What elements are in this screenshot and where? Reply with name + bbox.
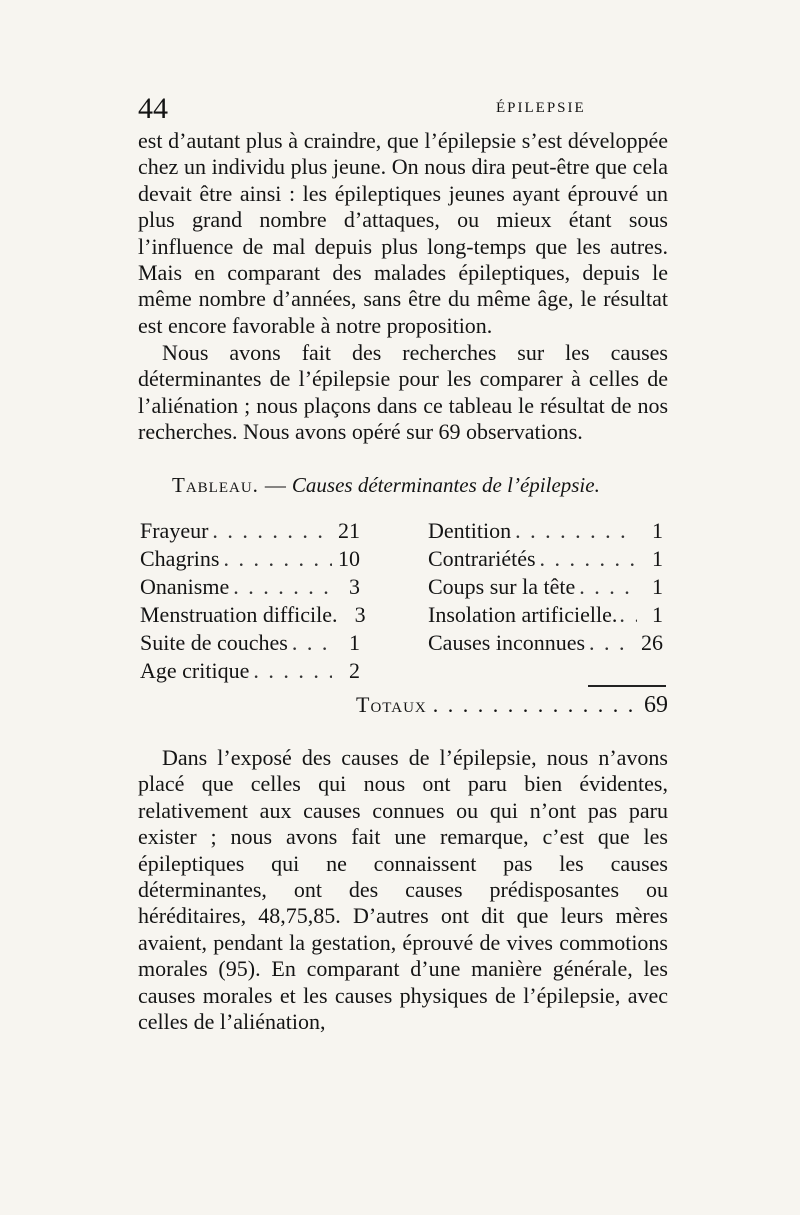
cause-label: Insolation artificielle. [428, 602, 618, 627]
table-row [140, 657, 360, 685]
table-row [428, 545, 663, 573]
table-row [428, 573, 663, 601]
dot-leader [515, 517, 635, 545]
running-head: ÉPILEPSIE [496, 100, 586, 116]
page-number: 44 [138, 92, 168, 125]
dot-leader [619, 601, 637, 629]
cause-label: Causes inconnues [428, 630, 586, 655]
table-row [140, 629, 360, 657]
causes-column-right [428, 517, 663, 657]
cause-count: 1 [652, 574, 663, 599]
dot-leader [589, 629, 635, 657]
total-rule [588, 685, 666, 687]
total-value: 69 [644, 692, 668, 718]
dot-leader [292, 629, 332, 657]
table-row [140, 517, 360, 545]
cause-label: Menstruation difficile. [140, 602, 338, 627]
page-header [138, 92, 668, 132]
dot-leader [253, 657, 332, 685]
dot-leader [223, 545, 332, 573]
table-row [428, 629, 663, 657]
dot-leader [233, 573, 332, 601]
table-row [140, 545, 360, 573]
cause-count: 1 [652, 602, 663, 627]
table-caption: Causes déterminantes de l’épilepsie. [291, 473, 600, 497]
table-row [140, 573, 360, 601]
table-row [140, 601, 366, 629]
dot-leader [540, 545, 635, 573]
cause-count: 1 [349, 630, 360, 655]
table-row [428, 517, 663, 545]
total-label: Totaux [356, 692, 427, 717]
cause-count: 1 [652, 518, 663, 543]
paragraph: est d’autant plus à craindre, que l’épilepsie s’est développée chez un individu plus jeune. On nous dira peut-être que cela devait être ainsi : les épileptiques jeunes ayant éprouvé un plus grand nombre d’attaques, ou mieux étant sous l’influence de mal depuis plus long-temps que les autres. Mais en comparant des malades épileptiques, depuis le même nombre d’années, sans être du même âge, le résultat est encore favorable à notre proposition. [138, 128, 668, 338]
cause-count: 3 [354, 602, 366, 627]
dot-leader [433, 691, 638, 719]
cause-count: 10 [338, 546, 360, 571]
cause-label: Suite de couches [140, 630, 288, 655]
table-row [428, 601, 663, 629]
dot-leader [212, 517, 332, 545]
total-row [356, 691, 668, 719]
cause-label: Frayeur [140, 518, 209, 543]
causes-column-left [140, 517, 366, 685]
cause-label: Contrariétés [428, 546, 536, 571]
cause-count: 21 [338, 518, 360, 543]
table-title [172, 472, 672, 498]
cause-label: Onanisme [140, 574, 230, 599]
paragraph: Dans l’exposé des causes de l’épilepsie, nous n’avons placé que celles qui nous ont paru bien évidentes, relativement aux causes connues ou qui n’ont pas paru exister ; nous avons fait une remarque, c’est que les épileptiques qui ne connaissent pas les causes déterminantes, ont des causes prédisposantes ou héréditaires, 48,75,85. D’autres ont dit que leurs mères avaient, pendant la gestation, éprouvé de vives commotions morales (95). En comparant d’une manière générale, les causes morales et les causes physiques de l’épilepsie, avec celles de l’aliénation, [138, 745, 668, 1035]
cause-label: Age critique [140, 658, 250, 683]
cause-count: 1 [652, 546, 663, 571]
cause-label: Coups sur la tête [428, 574, 576, 599]
cause-label: Dentition [428, 518, 512, 543]
table-title-dash: — [264, 473, 286, 497]
cause-count: 26 [641, 630, 663, 655]
paragraph: Nous avons fait des recherches sur les causes déterminantes de l’épilepsie pour les comparer à celles de l’aliénation ; nous plaçons dans ce tableau le résultat de nos recherches. Nous avons opéré sur 69 observations. [138, 340, 668, 445]
cause-count: 2 [349, 658, 360, 683]
table-title-lead: Tableau. [172, 473, 259, 497]
cause-count: 3 [349, 574, 360, 599]
dot-leader [579, 573, 635, 601]
cause-label: Chagrins [140, 546, 220, 571]
